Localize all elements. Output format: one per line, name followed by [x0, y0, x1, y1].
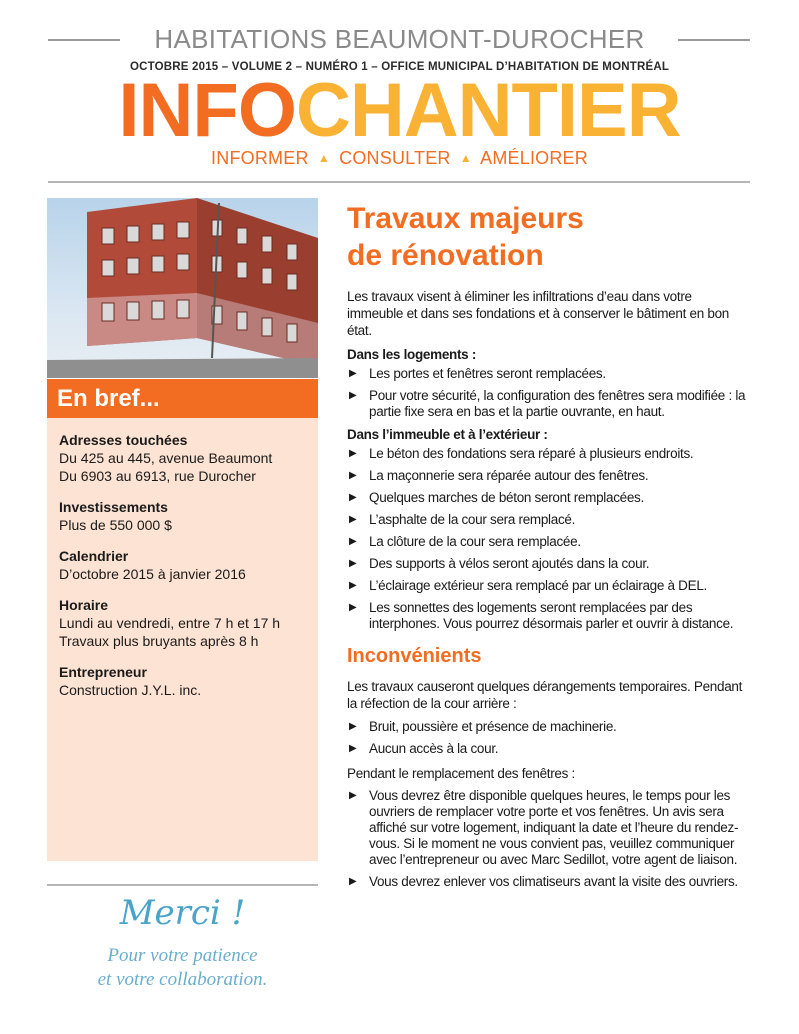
- sidebar-block-investments: [47, 498, 318, 534]
- list-item: [347, 600, 747, 632]
- list-item-text: Bruit, poussière et présence de machinerie.: [369, 719, 617, 734]
- list-item: [347, 512, 747, 528]
- sidebar-block-line: Du 425 au 445, avenue Beaumont: [59, 450, 273, 466]
- tagline-ameliorer: AMÉLIORER: [480, 148, 588, 168]
- en-bref-sidebar: [47, 379, 318, 861]
- sidebar-block-schedule: [47, 596, 318, 650]
- inconvenients-heading: Inconvénients: [347, 645, 482, 667]
- arrow-bullet-icon: ▶: [349, 558, 357, 569]
- merci-heading: Merci !: [119, 893, 246, 933]
- triangle-separator-icon: ▲: [459, 151, 472, 165]
- tagline: [0, 148, 799, 169]
- logements-list: [347, 366, 747, 420]
- merci-divider: [47, 884, 318, 886]
- inconvenients-intro: Les travaux causeront quelques dérangements temporaires. Pendant la réfection de la cour arrière :: [347, 679, 743, 711]
- list-item: [347, 468, 747, 484]
- tagline-consulter: CONSULTER: [339, 148, 451, 168]
- fenetres-list: [347, 788, 747, 890]
- arrow-bullet-icon: ▶: [349, 876, 357, 887]
- article-title-line: Travaux majeurs: [347, 202, 584, 235]
- list-item-text: L’éclairage extérieur sera remplacé par un éclairage à DEL.: [369, 578, 707, 593]
- list-item: [347, 388, 747, 420]
- building-illustration: [47, 198, 318, 378]
- list-item-text: Les sonnettes des logements seront remplacées par des interphones. Vous pourrez désormais parler et ouvrir à distance.: [369, 600, 734, 631]
- triangle-separator-icon: ▲: [317, 151, 330, 165]
- list-item-text: La maçonnerie sera réparée autour des fenêtres.: [369, 468, 649, 483]
- arrow-bullet-icon: ▶: [349, 580, 357, 591]
- arrow-bullet-icon: ▶: [349, 602, 357, 613]
- fenetres-intro: Pendant le remplacement des fenêtres :: [347, 766, 575, 781]
- newsletter-logo: [0, 66, 799, 156]
- list-item: [347, 788, 747, 868]
- arrow-bullet-icon: ▶: [349, 790, 357, 801]
- exterieur-list: [347, 446, 747, 632]
- list-item-text: La clôture de la cour sera remplacée.: [369, 534, 581, 549]
- list-item-text: Le béton des fondations sera réparé à plusieurs endroits.: [369, 446, 694, 461]
- arrow-bullet-icon: ▶: [349, 470, 357, 481]
- arrow-bullet-icon: ▶: [349, 492, 357, 503]
- article-title-line: de rénovation: [347, 239, 544, 272]
- merci-subtitle: [47, 944, 318, 992]
- en-bref-heading: En bref...: [47, 379, 318, 418]
- organization-name: HABITATIONS BEAUMONT-DUROCHER: [154, 24, 645, 54]
- arrow-bullet-icon: ▶: [349, 448, 357, 459]
- article-title: [347, 200, 747, 274]
- arrow-bullet-icon: ▶: [349, 536, 357, 547]
- list-item-text: Vous devrez enlever vos climatiseurs avant la visite des ouvriers.: [369, 874, 738, 889]
- list-item: [347, 366, 747, 382]
- arrow-bullet-icon: ▶: [349, 721, 357, 732]
- list-item: [347, 874, 747, 890]
- list-item: [347, 446, 747, 462]
- list-item: [347, 534, 747, 550]
- sidebar-block-line: D’octobre 2015 à janvier 2016: [59, 566, 246, 582]
- list-item-text: Quelques marches de béton seront remplacées.: [369, 490, 644, 505]
- sidebar-block-title: Adresses touchées: [59, 432, 188, 448]
- sidebar-block-line: Construction J.Y.L. inc.: [59, 682, 202, 698]
- building-photo: [47, 198, 318, 378]
- arrow-bullet-icon: ▶: [349, 368, 357, 379]
- list-item: [347, 490, 747, 506]
- sidebar-block-calendar: [47, 547, 318, 583]
- sidebar-block-line: Travaux plus bruyants après 8 h: [59, 633, 259, 649]
- list-item-text: L’asphalte de la cour sera remplacé.: [369, 512, 576, 527]
- arrow-bullet-icon: ▶: [349, 390, 357, 401]
- sidebar-block-line: Lundi au vendredi, entre 7 h et 17 h: [59, 615, 281, 631]
- section-heading-logements: Dans les logements :: [347, 347, 477, 362]
- sidebar-block-line: Du 6903 au 6913, rue Durocher: [59, 468, 256, 484]
- list-item-text: Aucun accès à la cour.: [369, 741, 499, 756]
- tagline-informer: INFORMER: [211, 148, 309, 168]
- arrow-bullet-icon: ▶: [349, 514, 357, 525]
- list-item: [347, 719, 747, 735]
- logo-chantier: CHANTIER: [295, 68, 681, 153]
- arrow-bullet-icon: ▶: [349, 743, 357, 754]
- list-item-text: Les portes et fenêtres seront remplacées.: [369, 366, 606, 381]
- article-intro: Les travaux visent à éliminer les infiltrations d’eau dans votre immeuble et dans ses fondations et à conserver le bâtiment en bon état.: [347, 289, 729, 338]
- sidebar-block-addresses: [47, 431, 318, 485]
- section-heading-exterieur: Dans l’immeuble et à l’extérieur :: [347, 427, 548, 442]
- merci-subtitle-line: et votre collaboration.: [97, 969, 268, 990]
- logo-info: INFO: [118, 68, 296, 153]
- sidebar-block-title: Investissements: [59, 499, 168, 515]
- list-item-text: Des supports à vélos seront ajoutés dans la cour.: [369, 556, 650, 571]
- sidebar-block-line: Plus de 550 000 $: [59, 517, 172, 533]
- sidebar-block-title: Entrepreneur: [59, 664, 147, 680]
- list-item-text: Pour votre sécurité, la configuration des fenêtres sera modifiée : la partie fixe sera en bas et la partie ouvrante, en haut.: [369, 388, 746, 419]
- issue-line: OCTOBRE 2015 – VOLUME 2 – NUMÉRO 1 – OFFICE MUNICIPAL D’HABITATION DE MONTRÉAL: [129, 61, 670, 73]
- list-item: [347, 556, 747, 572]
- sidebar-block-title: Horaire: [59, 597, 109, 613]
- list-item-text: Vous devrez être disponible quelques heures, le temps pour les ouvriers de remplacer votre porte et vos fenêtres. Un avis sera affiché sur votre logement, indiquant la date et l’heure du rendez-vous. Si le moment ne vous convient pas, veuillez communiquer avec l’entrepreneur ou avec Marc Sedillot, votre agent de liaison.: [369, 788, 739, 867]
- sidebar-block-contractor: [47, 663, 318, 699]
- list-item: [347, 578, 747, 594]
- merci-subtitle-line: Pour votre patience: [107, 945, 258, 966]
- sidebar-block-title: Calendrier: [59, 548, 129, 564]
- article: [347, 200, 747, 896]
- cour-list: [347, 719, 747, 757]
- list-item: [347, 741, 747, 757]
- masthead-divider: [48, 181, 750, 183]
